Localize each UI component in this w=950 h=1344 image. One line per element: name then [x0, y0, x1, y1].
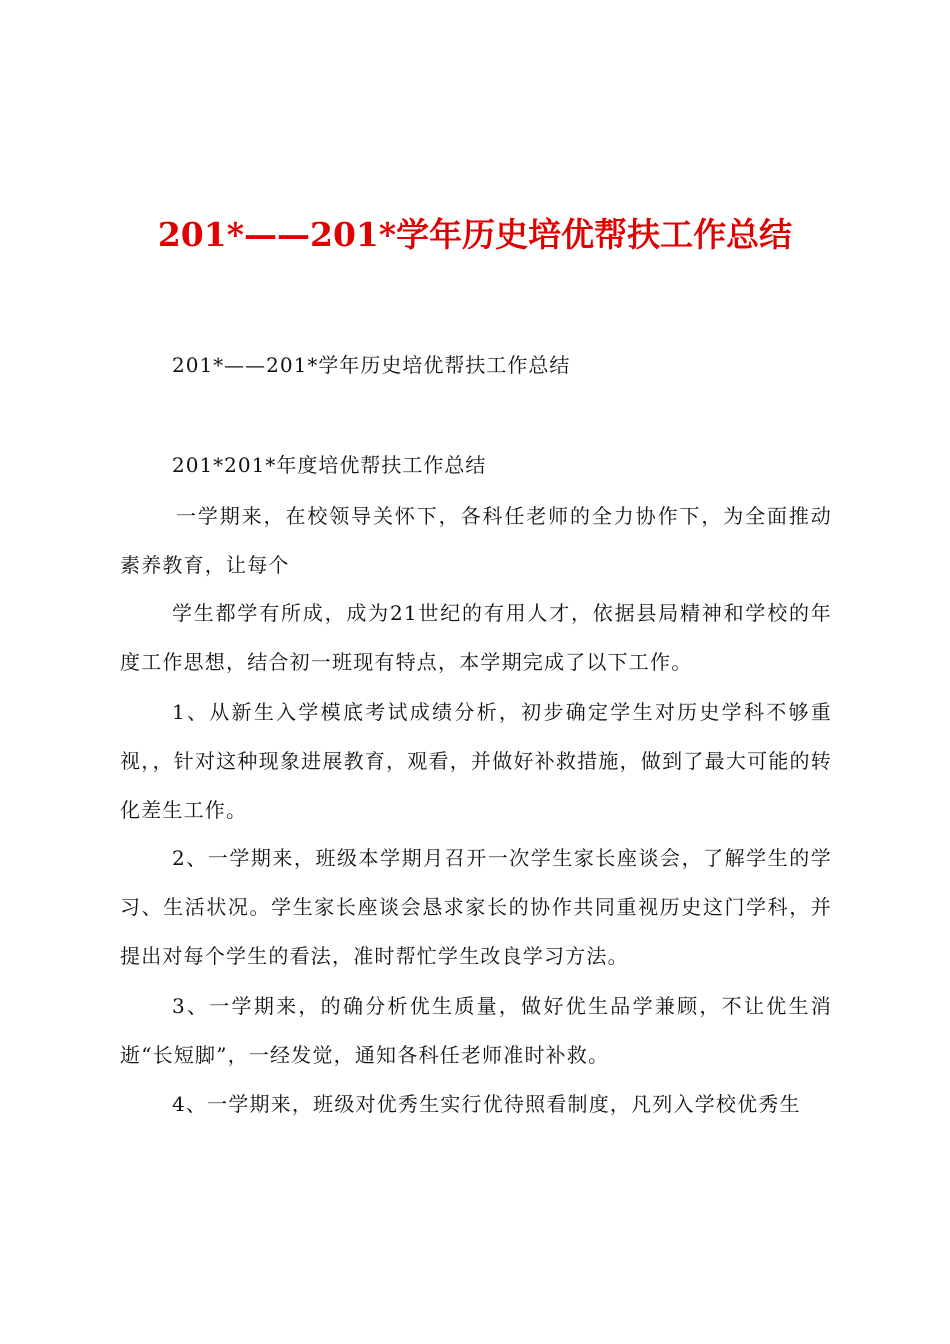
document-subtitle: 201*——201*学年历史培优帮扶工作总结	[172, 353, 571, 377]
paragraph-text: 学生都学有所成，成为21世纪的有用人才，依据县局精神和学校的年度工作思想，结合初一班现有特点，本学期完成了以下工作。	[120, 601, 832, 674]
paragraph-text: 3、一学期来，的确分析优生质量，做好优生品学兼顾，不让优生消逝“长短脚”，一经发觉，通知各科任老师准时补救。	[120, 994, 832, 1067]
paragraph-text: 1、从新生入学模底考试成绩分析，初步确定学生对历史学科不够重视，，针对这种现象进展教育，观看，并做好补救措施，做到了最大可能的转化差生工作。	[120, 700, 832, 822]
document-subtitle: 201*201*年度培优帮扶工作总结	[172, 453, 487, 477]
paragraph	[120, 688, 832, 835]
paragraph	[120, 492, 832, 590]
paragraph-text: 4、一学期来，班级对优秀生实行优待照看制度，凡列入学校优秀生	[172, 1092, 801, 1116]
document-title: 201*——201*学年历史培优帮扶工作总结	[157, 215, 793, 254]
paragraph	[120, 1080, 832, 1129]
paragraph	[120, 834, 832, 981]
paragraph	[120, 982, 832, 1080]
paragraph-text: 一学期来，在校领导关怀下，各科任老师的全力协作下，为全面推动素养教育，让每个	[120, 504, 832, 577]
paragraph-text: 2、一学期来，班级本学期月召开一次学生家长座谈会，了解学生的学习、生活状况。学生家长座谈会恳求家长的协作共同重视历史这门学科，并提出对每个学生的看法，准时帮忙学生改良学习方法。	[120, 846, 832, 968]
paragraph	[120, 589, 832, 687]
